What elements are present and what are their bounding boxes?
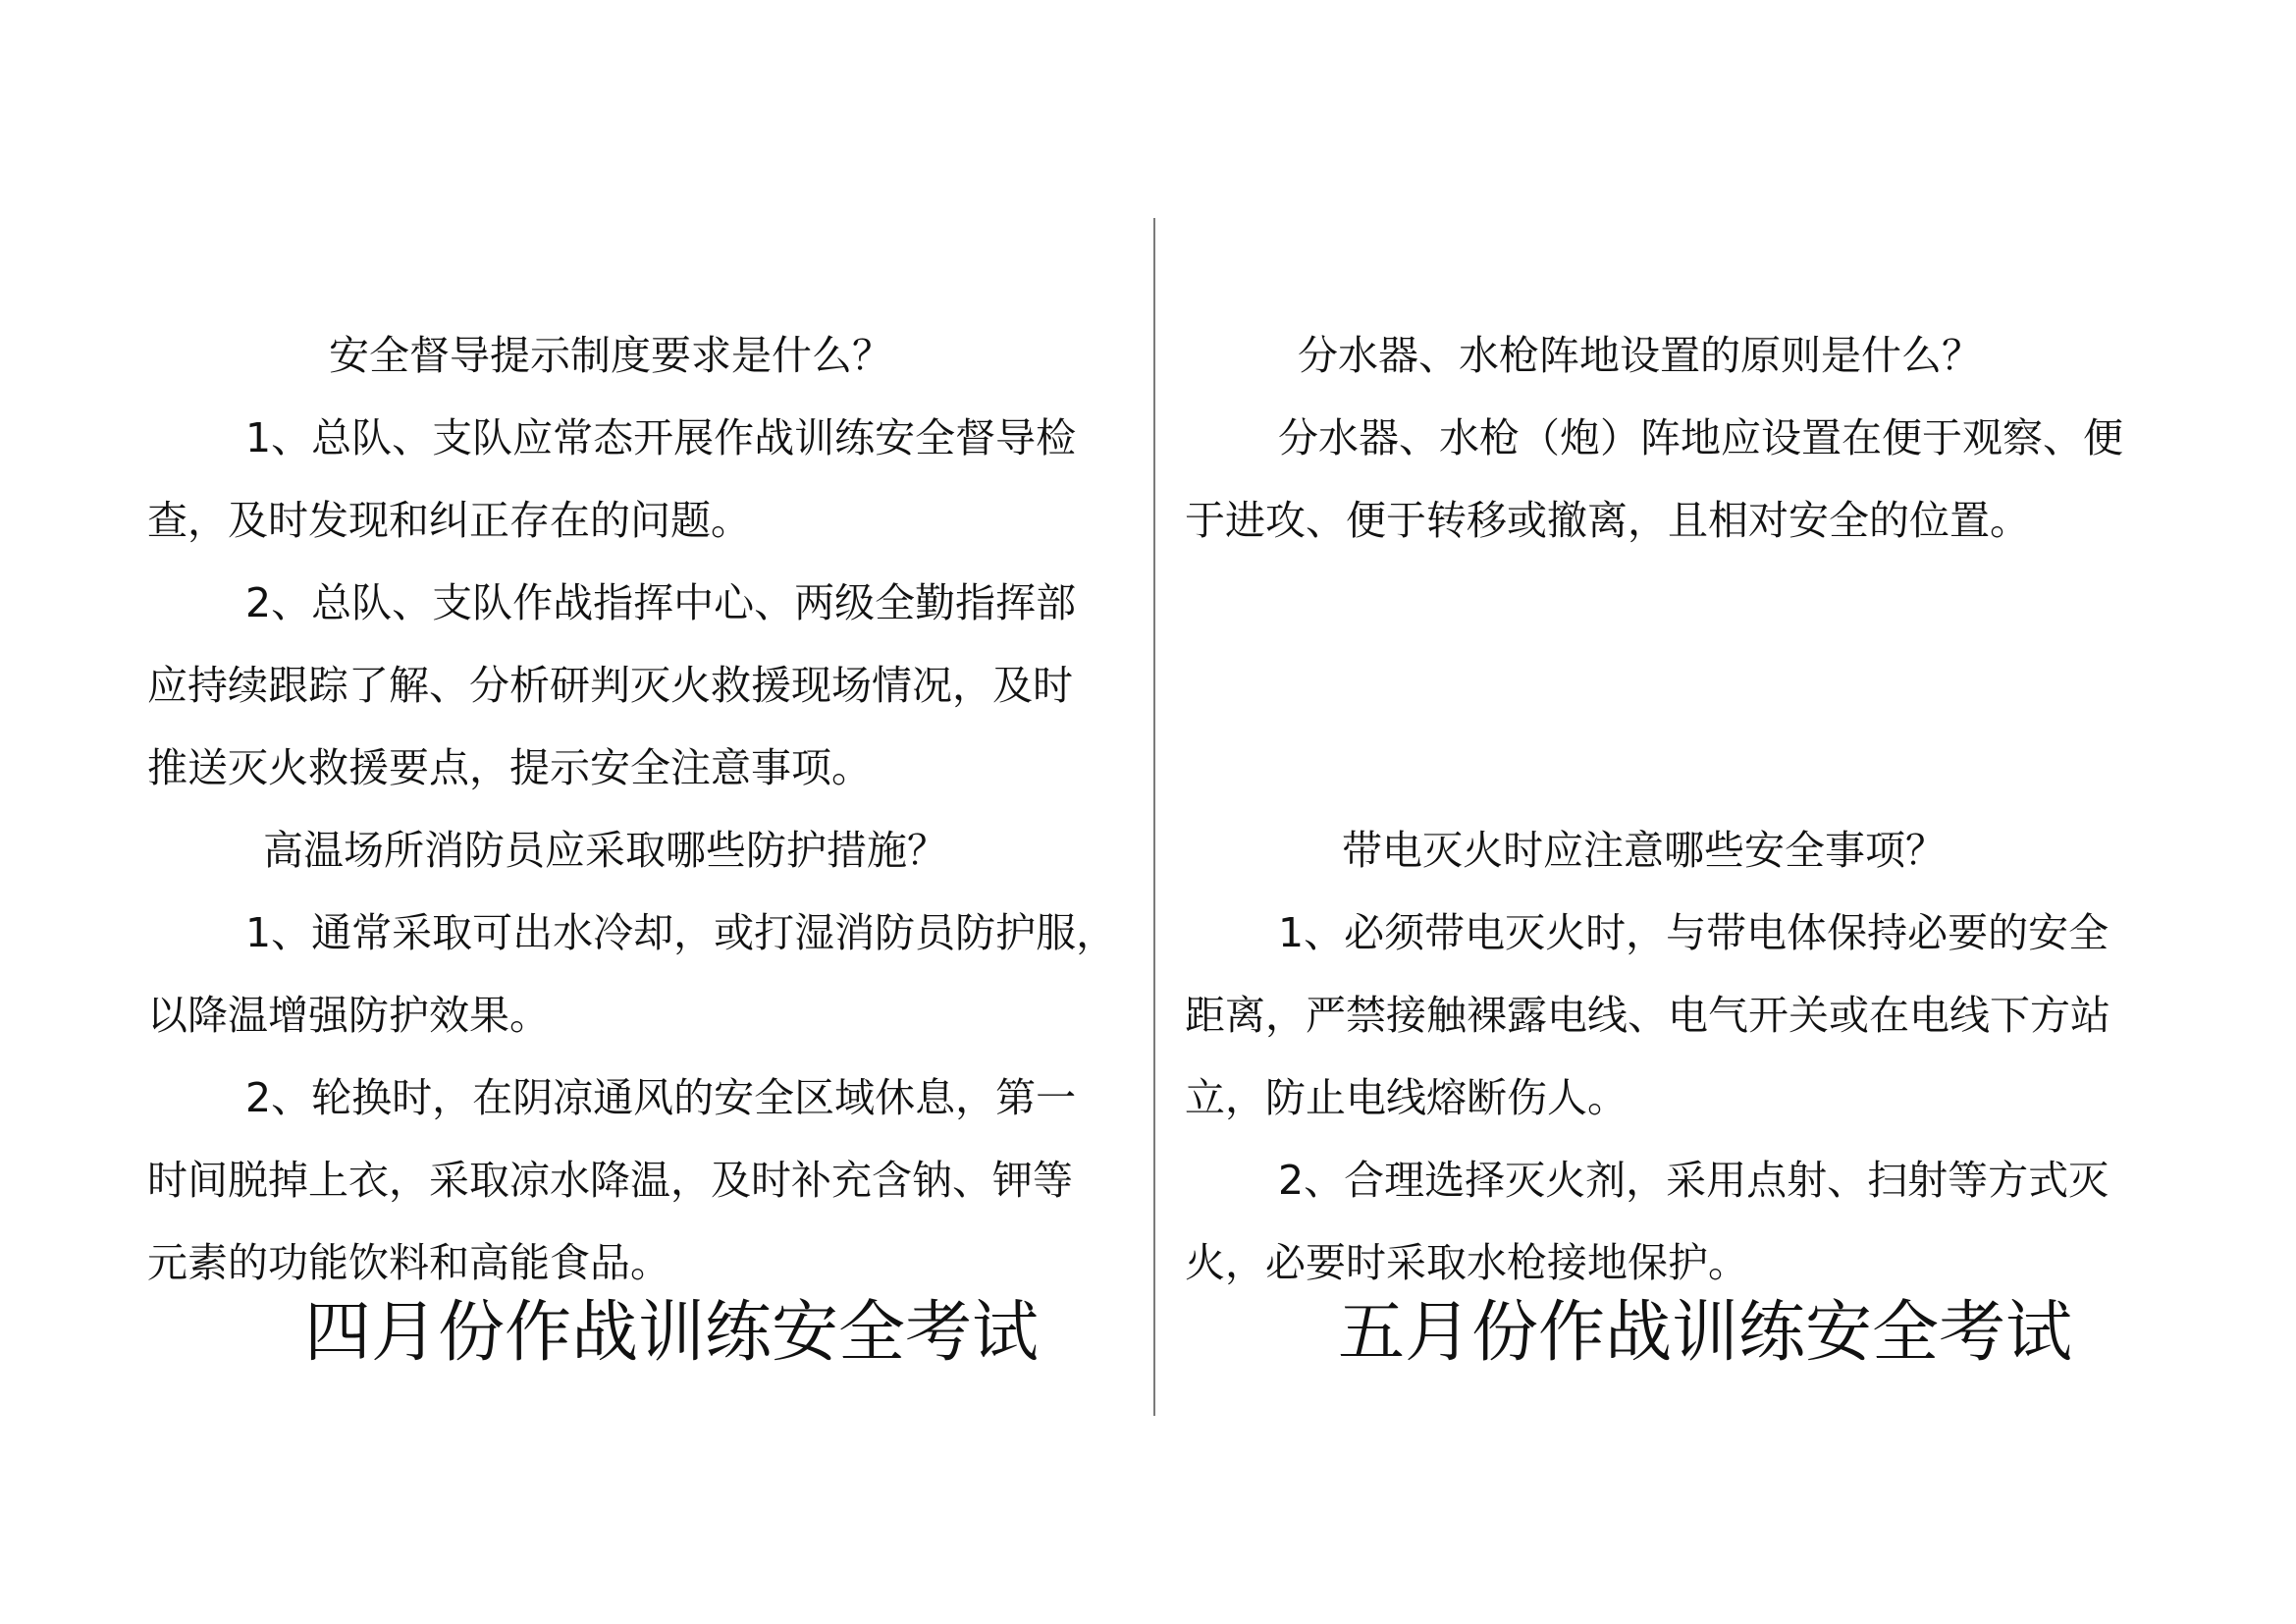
right-answer-2-2-line1: 2、合理选择灭火剂，采用点射、扫射等方式灭 xyxy=(1278,1157,2109,1204)
right-answer-1-line1: 分水器、水枪（炮）阵地应设置在便于观察、便 xyxy=(1278,414,2123,461)
left-answer-1-1-line2: 查，及时发现和纠正存在的问题。 xyxy=(147,497,751,544)
left-question-2: 高温场所消防员应采取哪些防护措施？ xyxy=(263,827,947,874)
left-question-1: 安全督导提示制度要求是什么？ xyxy=(329,332,892,379)
right-exam-title: 五月份作战训练安全考试 xyxy=(1338,1294,2073,1372)
left-answer-2-1-line1: 1、通常采取可出水冷却，或打湿消防员防护服， xyxy=(245,909,1117,956)
left-answer-1-2-line3: 推送灭火救援要点，提示安全注意事项。 xyxy=(147,744,872,791)
left-answer-2-2-line1: 2、轮换时，在阴凉通风的安全区域休息，第一 xyxy=(245,1074,1077,1121)
right-question-1: 分水器、水枪阵地设置的原则是什么？ xyxy=(1298,332,1982,379)
right-answer-2-2-line2: 火，必要时采取水枪接地保护。 xyxy=(1185,1239,1748,1286)
left-exam-title: 四月份作战训练安全考试 xyxy=(304,1294,1040,1372)
left-answer-2-2-line2: 时间脱掉上衣，采取凉水降温，及时补充含钠、钾等 xyxy=(147,1157,1073,1204)
page-center-divider xyxy=(1153,218,1155,1416)
right-answer-1-line2: 于进攻、便于转移或撤离，且相对安全的位置。 xyxy=(1185,497,2030,544)
left-answer-1-2-line1: 2、总队、支队作战指挥中心、两级全勤指挥部 xyxy=(245,579,1077,626)
right-answer-2-1-line3: 立，防止电线熔断伤人。 xyxy=(1185,1074,1628,1121)
left-answer-1-2-line2: 应持续跟踪了解、分析研判灭火救援现场情况，及时 xyxy=(147,662,1073,709)
left-answer-2-1-line2: 以降温增强防护效果。 xyxy=(147,992,550,1039)
left-answer-1-1-line1: 1、总队、支队应常态开展作战训练安全督导检 xyxy=(245,414,1077,461)
right-answer-2-1-line1: 1、必须带电灭火时，与带电体保持必要的安全 xyxy=(1278,909,2109,956)
left-answer-2-2-line3: 元素的功能饮料和高能食品。 xyxy=(147,1239,670,1286)
right-question-2: 带电灭火时应注意哪些安全事项？ xyxy=(1342,827,1946,874)
right-answer-2-1-line2: 距离，严禁接触裸露电线、电气开关或在电线下方站 xyxy=(1185,992,2110,1039)
